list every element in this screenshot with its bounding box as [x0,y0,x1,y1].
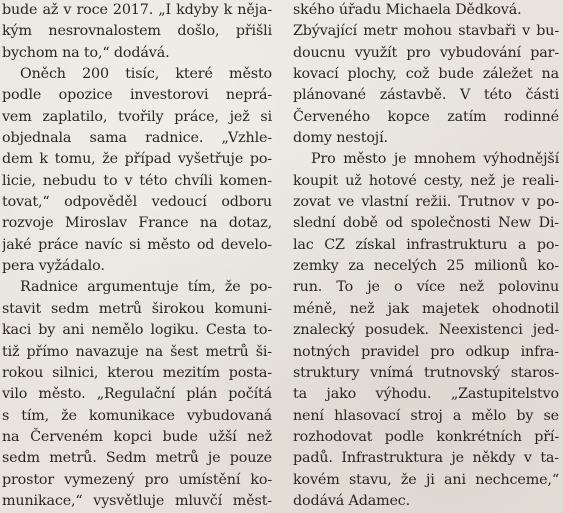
article-line: není hlasovací stroj a mělo by se [293,407,559,424]
article-line: bude až v roce 2017. „I kdyby k něja- [2,2,272,18]
article-line: Zbývající metr mohou stavbaři v bu- [293,23,559,40]
article-line: zemky za necelých 25 milionů ko- [293,258,559,275]
article-line: Pro město je mnohem výhodnější [311,151,559,168]
article-line: lac CZ získal infrastrukturu a po- [293,236,559,253]
article-line: rozhodovat podle konkrétních pří- [293,428,559,445]
article-line: rokou silnici, kterou mezitím posta- [2,364,272,381]
article-line: tiž přímo navazuje na šest metrů ši- [2,343,272,360]
article-line: znalecký posudek. Neexistenci jed- [293,322,559,339]
article-line: struktury vnímá trutnovský staros- [293,364,559,381]
article-line: dodává Adamec. [293,492,411,509]
article-line: plánované zástavbě. V této části [293,87,559,104]
article-line: kaci by ani nemělo logiku. Cesta to- [2,322,272,339]
article-line: prostor vymezený pro umístění ko- [2,471,272,488]
article-line: munikace,“ vysvětluje mluvčí měst- [2,492,272,509]
article-line: domy nestojí. [293,130,388,147]
column-gutter [279,0,280,513]
article-line: vilo město. „Regulační plán počítá [2,386,272,403]
article-line: slední době od společnosti New Di- [293,215,559,232]
article-line: vem zaplatilo, tvořily práce, jež si [2,108,272,125]
article-line: jaké práce navíc si město od develo- [2,236,272,253]
article-line: stavit sedm metrů širokou komuni- [2,300,272,317]
article-line: run. To je o více než polovinu [293,279,559,296]
article-line: Radnice argumentuje tím, že po- [20,279,272,296]
article-line: podle opozice investorovi neprá- [2,87,272,104]
article-line: bychom na to,“ dodává. [2,44,170,61]
article-line: ta jako výhodu. „Zastupitelstvo [293,386,559,403]
article-line: na Červeném kopci bude užší než [2,428,272,445]
article-line: s tím, že komunikace vybudovaná [2,407,272,424]
article-line: sedm metrů. Sedm metrů je pouze [2,450,272,467]
article-line: notných pravidel pro odkup infra- [293,343,559,360]
article-column-left [2,0,272,513]
article-line: doucnu využít pro vybudování par- [293,44,559,61]
article-line: objednala sama radnice. „Vzhle- [2,130,272,147]
article-line: kovém stavu, že ji ani nechceme,“ [293,471,559,488]
article-line: Oněch 200 tisíc, které město [20,66,272,83]
article-line: tovat,“ odpověděl vedoucí odboru [2,194,272,211]
article-line: koupit už hotové cesty, než je reali- [293,172,559,189]
article-line: kovací plochy, což bude záležet na [293,66,559,83]
article-line: padů. Infrastruktura je někdy v ta- [293,450,559,467]
article-column-right [293,0,559,513]
article-line: rozvoje Miroslav France na dotaz, [2,215,272,232]
article-line: zovat ve vlastní režii. Trutnov v po- [293,194,559,211]
article-line: kým nesrovnalostem došlo, přišli [2,23,272,40]
article-line: ského úřadu Michaela Dědková. [293,2,522,18]
article-line: licie, nebudu to v této chvíli komen- [2,172,272,189]
article-line: dem k tomu, že případ vyšetřuje po- [2,151,272,168]
article-line: Červeného kopce zatím rodinné [293,108,559,125]
article-line: pera vyžádalo. [2,258,105,275]
article-line: méně, než jak majetek ohodnotil [293,300,559,317]
